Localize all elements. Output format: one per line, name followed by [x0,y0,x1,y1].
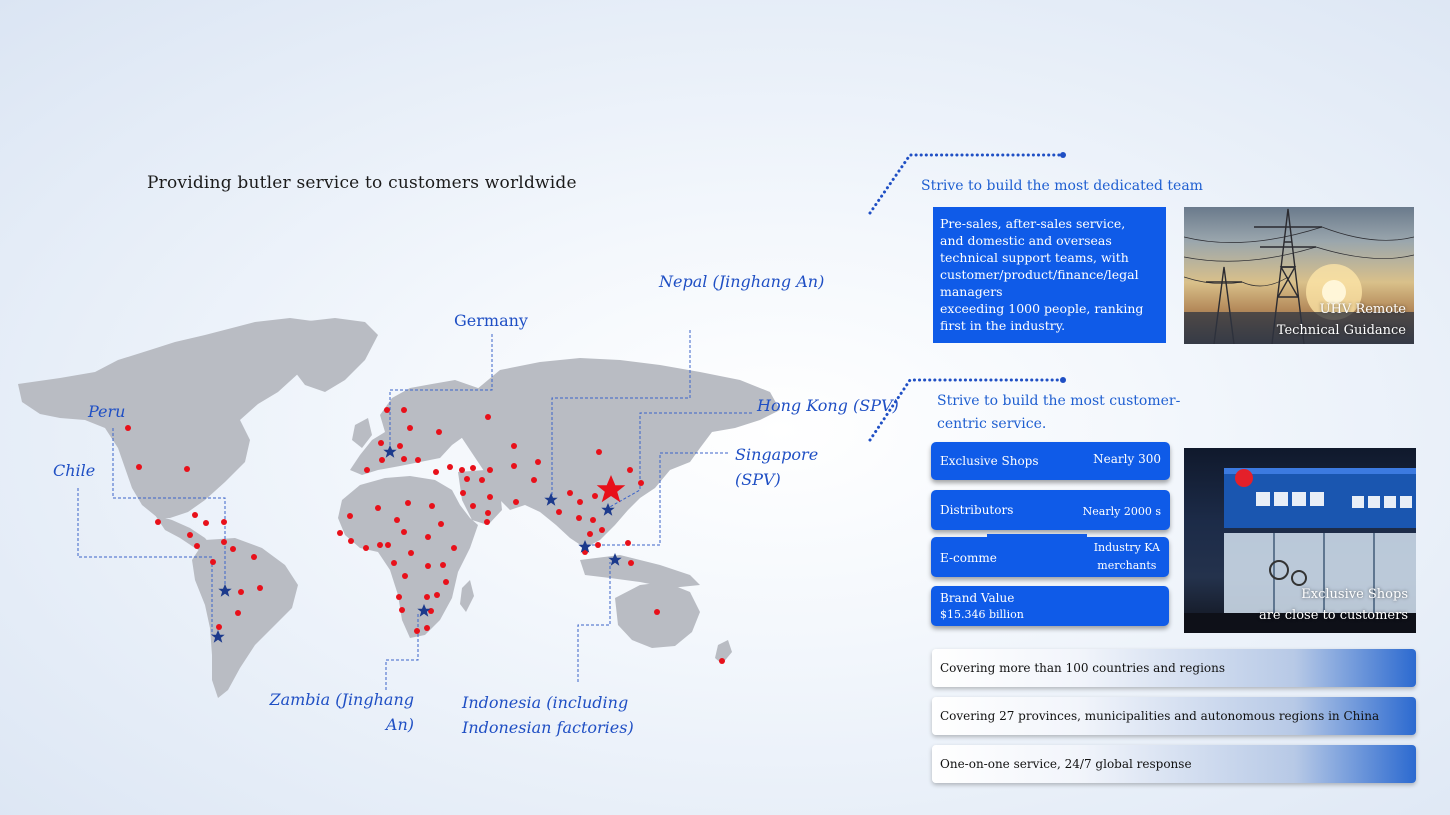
madagascar-landmass [460,580,474,612]
map-label-singapore [735,442,818,492]
presence-dot [194,543,200,549]
presence-dot [485,414,491,420]
presence-dot [210,559,216,565]
presence-dot [230,546,236,552]
service-section-title [937,390,1180,436]
presence-dot [576,515,582,521]
presence-dot [155,519,161,525]
presence-dot [577,499,583,505]
continents [18,318,780,698]
asia-landmass [458,358,780,548]
coverage-text: One-on-one service, 24/7 global response [940,757,1192,771]
presence-dot [592,493,598,499]
stat-label: Distributors [940,503,1014,517]
presence-dot [424,594,430,600]
presence-dot [125,425,131,431]
map-label-peru: Peru [88,402,126,421]
presence-dot [434,592,440,598]
presence-dot [587,531,593,537]
presence-dot [405,500,411,506]
presence-dot [337,530,343,536]
presence-dot [375,505,381,511]
presence-dot [238,589,244,595]
map-label-indonesia-line1: Indonesia (including [462,693,629,712]
presence-dot [464,476,470,482]
presence-dot [385,542,391,548]
presence-dot [377,542,383,548]
presence-dot [348,538,354,544]
map-label-hong-kong: Hong Kong (SPV) [757,396,899,415]
presence-dot [384,407,390,413]
presence-dot [408,550,414,556]
map-label-chile: Chile [53,461,96,480]
team-description-line: and domestic and overseas [940,233,1112,248]
stat-value: Nearly 300 [1093,452,1161,466]
presence-dot [638,480,644,486]
team-description-line: customer/product/finance/legal [940,267,1139,282]
presence-dot [363,545,369,551]
leader-line-indonesia [578,562,610,682]
presence-dot [394,517,400,523]
leader-line-chile [78,488,212,635]
page-title: Providing butler service to customers worldwide [147,173,577,193]
presence-dot [719,658,725,664]
presence-dot [531,477,537,483]
presence-dot [654,609,660,615]
presence-dot [479,477,485,483]
team-description-line: exceeding 1000 people, ranking [940,301,1144,316]
presence-dot [484,519,490,525]
presence-dot [378,440,384,446]
map-label-singapore-line1: Singapore [735,445,819,464]
map-label-indonesia-line2: Indonesian factories) [462,718,634,737]
map-label-nepal: Nepal (Jinghang An) [659,272,825,291]
presence-dot [401,456,407,462]
presence-dot [440,562,446,568]
presence-dot [487,494,493,500]
coverage-text: Covering more than 100 countries and regions [940,661,1226,675]
presence-dot [425,563,431,569]
service-title-line1: Strive to build the most customer- [937,393,1181,409]
stat-value-line1: Industry KA [1093,541,1160,554]
stat-label: Brand Value [940,591,1015,605]
presence-dot [460,490,466,496]
presence-dot [235,610,241,616]
stat-label: E-comme [940,551,997,565]
presence-dot [567,490,573,496]
presence-dot [487,467,493,473]
stat-value-line2: merchants [1097,559,1157,572]
coverage-bar-countries [932,649,1416,687]
presence-dot [221,539,227,545]
presence-dot [397,443,403,449]
presence-dot [401,407,407,413]
storefront-photo [1184,448,1416,633]
presence-dot [216,624,222,630]
presence-dot [627,467,633,473]
presence-dot [535,459,541,465]
presence-dot [459,467,465,473]
coverage-bar-provinces [932,697,1416,735]
presence-dot [590,517,596,523]
stat-label: Exclusive Shops [940,454,1039,468]
coverage-bar-service [932,745,1416,783]
southeast-asia-islands [580,555,700,588]
presence-dot [187,532,193,538]
power-lines [1184,227,1414,286]
presence-dot [596,449,602,455]
presence-dot [192,512,198,518]
brand-logo-icon [1235,469,1253,487]
presence-dot [628,560,634,566]
presence-dot [470,503,476,509]
australia-landmass [615,582,700,648]
presence-dot [401,529,407,535]
presence-dot [184,466,190,472]
presence-dot [485,510,491,516]
storefront-caption-line2: are close to customers [1258,608,1408,623]
presence-dot [379,457,385,463]
presence-dot [429,503,435,509]
presence-dot [391,560,397,566]
presence-dot [425,534,431,540]
map-label-zambia-line2: An) [385,715,414,734]
exclusive-shops-stat [931,442,1170,480]
presence-dot [447,464,453,470]
stat-value: $15.346 billion [940,608,1024,621]
south-america-landmass [192,538,298,698]
presence-dot [414,628,420,634]
presence-dot [399,607,405,613]
map-label-singapore-line2: (SPV) [735,470,781,489]
uhv-photo [1184,207,1414,344]
presence-dot [347,513,353,519]
presence-dot [511,443,517,449]
presence-dot [433,469,439,475]
team-description-line: technical support teams, with [940,250,1129,265]
store-sign-highlight [1224,468,1416,474]
presence-dot [407,425,413,431]
presence-dot [396,594,402,600]
presence-dot [203,520,209,526]
connector-end-dot [1060,377,1066,383]
uhv-photo-caption-line2: Technical Guidance [1276,323,1406,338]
presence-dot [402,573,408,579]
distributors-stat [931,490,1170,530]
stat-value [1094,539,1160,575]
map-label-zambia [267,687,414,737]
brand-value-stat [931,586,1169,626]
presence-dot [595,542,601,548]
presence-dot [513,499,519,505]
presence-dot [436,429,442,435]
presence-dot [257,585,263,591]
stat-tab [987,534,1087,537]
presence-dot [511,463,517,469]
presence-dot [364,467,370,473]
presence-dot [443,579,449,585]
team-description-line: managers [940,284,1003,299]
presence-dot [415,457,421,463]
map-label-zambia-line1: Zambia (Jinghang [269,690,414,709]
team-description-line: first in the industry. [940,318,1066,333]
service-title-line2: centric service. [937,416,1047,432]
presence-dot [251,554,257,560]
presence-dot [424,625,430,631]
presence-dot [221,519,227,525]
presence-dot [599,527,605,533]
connector-end-dot [1060,152,1066,158]
presence-dot [451,545,457,551]
presence-dot [470,465,476,471]
team-description [933,207,1166,343]
uhv-photo-caption-line1: UHV Remote [1319,302,1406,317]
coverage-text: Covering 27 provinces, municipalities and autonomous regions in China [940,709,1380,723]
ecommerce-stat [931,537,1169,577]
storefront-caption-line1: Exclusive Shops [1301,587,1408,602]
map-label-germany: Germany [454,311,528,330]
presence-dot [136,464,142,470]
greenland-landmass [280,318,378,392]
stat-value: Nearly 2000 s [1082,505,1161,518]
team-description-line: Pre-sales, after-sales service, [940,216,1126,231]
presence-dot [625,540,631,546]
map-label-indonesia [462,690,634,740]
team-section-title: Strive to build the most dedicated team [921,178,1203,194]
presence-dot [556,509,562,515]
presence-dot [438,521,444,527]
uk-landmass [352,418,372,448]
